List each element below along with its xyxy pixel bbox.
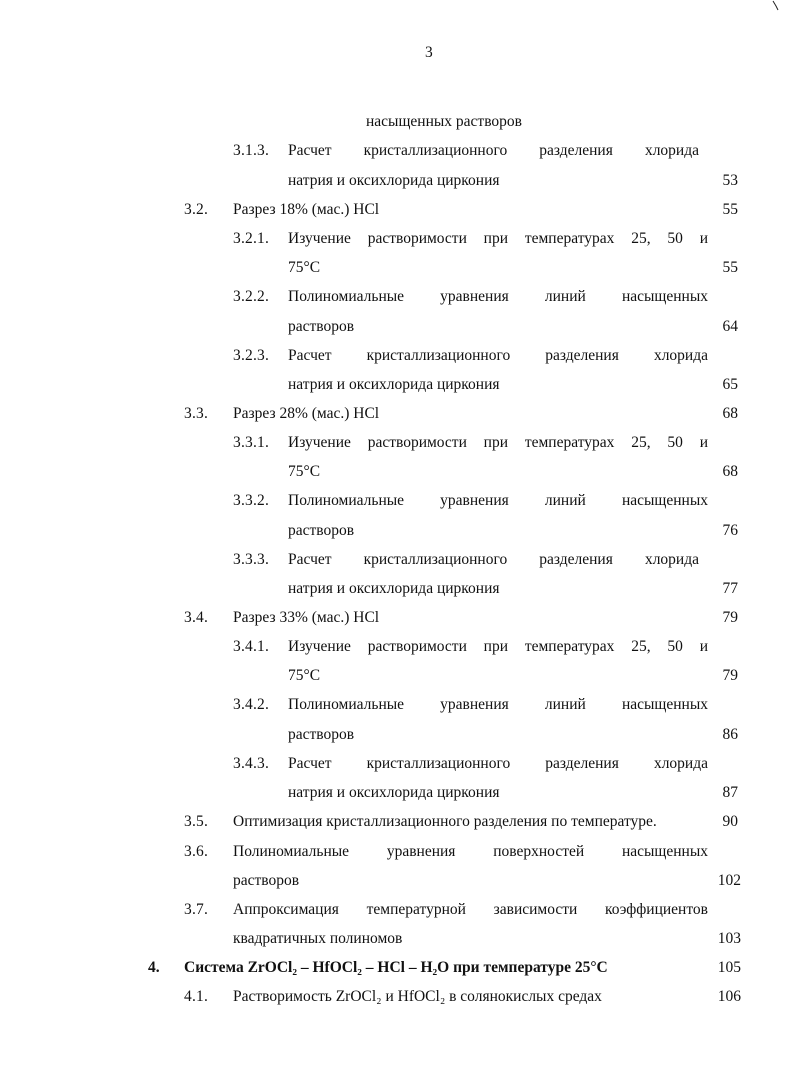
toc-entry-title: Разрез 33% (мас.) HCl	[233, 609, 380, 626]
toc-entry-title-continued: 75°C	[288, 259, 321, 276]
toc-entry-number: 3.2.	[184, 201, 209, 218]
toc-entry-number: 3.3.1.	[233, 434, 270, 451]
toc-entry-page: 79	[722, 609, 738, 626]
toc-entry-title: Изучение растворимости при температурах 25, 50 и	[288, 638, 708, 655]
toc-entry-title: Расчет кристаллизационного разделения хлорида	[288, 347, 708, 364]
toc-entry-title-continued: растворов	[288, 318, 355, 335]
toc-entry-title: Разрез 18% (мас.) HCl	[233, 201, 380, 218]
toc-entry-title: Полиномиальные уравнения линий насыщенных	[288, 288, 708, 305]
toc-entry-number: 3.4.1.	[233, 638, 270, 655]
toc-entry-title: Изучение растворимости при температурах 25, 50 и	[288, 434, 708, 451]
page-number: 3	[425, 44, 433, 61]
toc-entry-title: Аппроксимация температурной зависимости коэффициентов	[233, 901, 708, 918]
toc-entry-number: 3.5.	[184, 813, 209, 830]
toc-entry-page: 55	[722, 259, 738, 276]
toc-entry-page: 76	[722, 522, 738, 539]
toc-entry-title: Разрез 28% (мас.) HCl	[233, 405, 380, 422]
toc-entry-number: 3.6.	[184, 843, 209, 860]
toc-entry-title-continued: квадратичных полиномов	[233, 930, 403, 947]
toc-entry-page: 87	[722, 784, 738, 801]
toc-entry-page: 102	[717, 872, 741, 889]
toc-entry-page: 68	[722, 405, 738, 422]
toc-entry-number: 3.4.2.	[233, 696, 270, 713]
toc-entry-page: 77	[722, 580, 738, 597]
toc-entry-page: 64	[722, 318, 738, 335]
toc-entry-number: 3.2.3.	[233, 347, 270, 364]
toc-entry-title-continued: натрия и оксихлорида циркония	[288, 172, 500, 189]
toc-entry-title-continued: 75°C	[288, 463, 321, 480]
toc-entry-title: Расчет кристаллизационного разделения хлорида	[288, 551, 699, 568]
toc-entry-title-continued: растворов	[233, 872, 300, 889]
toc-entry-title: Полиномиальные уравнения линий насыщенных	[288, 492, 708, 509]
toc-entry-title: Растворимость ZrOCl₂ и HfOCl₂ в солянокислых средах	[233, 988, 602, 1005]
corner-mark	[771, 0, 781, 12]
toc-entry-number: 3.7.	[184, 901, 209, 918]
toc-entry-page: 65	[722, 376, 738, 393]
toc-entry-number: 3.4.3.	[233, 755, 270, 772]
toc-entry-title-continued: натрия и оксихлорида циркония	[288, 580, 500, 597]
toc-entry-title-continued: 75°C	[288, 667, 321, 684]
toc-entry-title-continued: растворов	[288, 726, 355, 743]
toc-entry-page: 105	[717, 959, 741, 976]
toc-entry-page: 68	[722, 463, 738, 480]
toc-entry-title-continued: натрия и оксихлорида циркония	[288, 784, 500, 801]
toc-entry-title: Полиномиальные уравнения поверхностей насыщенных	[233, 843, 708, 860]
toc-entry-number: 4.	[148, 959, 160, 976]
toc-entry-number: 3.3.	[184, 405, 209, 422]
toc-entry-page: 79	[722, 667, 738, 684]
toc-entry-title: Система ZrOCl₂ – HfOCl₂ – HCl – H₂O при температуре 25°C	[184, 959, 608, 976]
toc-entry-page: 106	[717, 988, 741, 1005]
toc-entry-title-continued: растворов	[288, 522, 355, 539]
toc-entry-title: Оптимизация кристаллизационного разделения по температуре.	[233, 813, 657, 830]
toc-entry-number: 3.4.	[184, 609, 209, 626]
toc-entry-title: Расчет кристаллизационного разделения хлорида	[288, 755, 708, 772]
toc-entry-number: 4.1.	[184, 988, 209, 1005]
toc-entry-number: 3.3.2.	[233, 492, 270, 509]
toc-continuation-text: насыщенных растворов	[366, 113, 522, 130]
toc-entry-title: Изучение растворимости при температурах 25, 50 и	[288, 230, 708, 247]
toc-entry-number: 3.1.3.	[233, 142, 270, 159]
toc-entry-page: 55	[722, 201, 738, 218]
toc-entry-title-continued: натрия и оксихлорида циркония	[288, 376, 500, 393]
toc-entry-number: 3.2.2.	[233, 288, 270, 305]
toc-entry-page: 53	[722, 172, 738, 189]
toc-entry-number: 3.3.3.	[233, 551, 270, 568]
toc-entry-page: 103	[717, 930, 741, 947]
toc-entry-title: Расчет кристаллизационного разделения хлорида	[288, 142, 699, 159]
toc-entry-title: Полиномиальные уравнения линий насыщенных	[288, 696, 708, 713]
toc-entry-page: 86	[722, 726, 738, 743]
toc-entry-page: 90	[722, 813, 738, 830]
toc-entry-number: 3.2.1.	[233, 230, 270, 247]
